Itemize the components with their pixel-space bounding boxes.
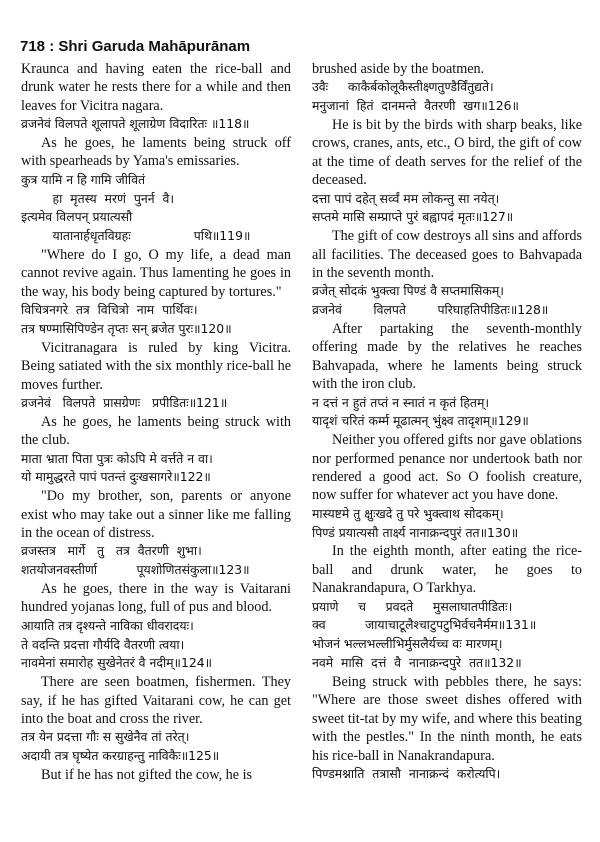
- sanskrit-verse-line: यो मामुद्धरते पापं पतन्तं दुःखसागरे॥122॥: [21, 469, 211, 485]
- sanskrit-verse-line: माता भ्राता पिता पुत्रः कोऽपि मे वर्त्तते न वा।: [21, 450, 213, 466]
- sanskrit-verse-line: पिण्डं प्रयात्यसौ तार्क्ष्य नानाक्रन्दपुरं तत॥130॥: [312, 524, 519, 540]
- english-paragraph: The gift of cow destroys all sins and affords all facilities. The deceased goes to Bahvapada in the seventh month.: [312, 228, 582, 282]
- english-paragraph: Being struck with pebbles there, he says: "Where are those sweet dishes offered with sweet tit-tat by my wife, and where this beating with the pestles." In the ninth month, he eats his rice-ball in Nanakrandapura.: [312, 673, 582, 764]
- english-paragraph: brushed aside by the boatmen.: [312, 61, 485, 77]
- english-paragraph: "Do my brother, son, parents or anyone exist who may take out a sinner like me falling in the ocean of distress.: [21, 488, 291, 542]
- sanskrit-verse-line: ते वदन्ति प्रदत्ता गौर्यदि वैतरणी त्वया।: [21, 636, 185, 652]
- sanskrit-verse-line: हा मृतस्य मरणं पुनर्न वै।: [21, 190, 175, 206]
- sanskrit-verse-line: न दत्तं न हुतं तप्तं न स्नातं न कृतं हितम्।: [312, 394, 490, 410]
- sanskrit-verse-line: मनुजानां हितं दानमन्ते वैतरणी खग॥126॥: [312, 98, 519, 114]
- sanskrit-verse-line: उवैः काकैर्बकोलूकैस्तीक्ष्णतुण्डैर्विंतुद्यते।: [312, 79, 494, 95]
- sanskrit-verse-line: दत्ता पापं दहेत् सर्व्वं मम लोकन्तु सा नयेत्।: [312, 190, 500, 206]
- sanskrit-verse-line: यादृशं चरितं कर्म्म मूढात्मन् भुंक्ष्व तादृशम्॥129॥: [312, 413, 529, 429]
- english-paragraph: But if he has not gifted the cow, he is: [41, 767, 253, 784]
- sanskrit-verse-line: नवमे मासि दत्तं वै नानाक्रन्दपुरे तत॥132॥: [312, 655, 522, 671]
- english-paragraph: Neither you offered gifts nor gave oblations nor performed penance nor undertook bath nor rendered a good act. So O foolish creature, now suffer for whatever act you have done.: [312, 432, 582, 504]
- page-header: 718 : Shri Garuda Mahāpurānam: [20, 38, 251, 55]
- sanskrit-verse-line: सप्तमे मासि सम्प्राप्ते पुरं बह्वापदं मृतः॥127॥: [312, 209, 514, 225]
- sanskrit-verse-line: नावमेनां समारोह सुखेनेतरं वै नदीम्॥124॥: [21, 655, 213, 671]
- sanskrit-verse-line: तत्र षण्मासिपिण्डेन तृप्तः सन् ब्रजेत पुरः॥120॥: [21, 321, 232, 337]
- sanskrit-verse-line: तत्र येन प्रदत्ता गौः स सुखेनैव तां तरेत्।: [21, 729, 190, 745]
- english-paragraph: Kraunca and having eaten the rice-ball and drunk water he rests there for a while and then leaves for Vicitra nagara.: [21, 61, 291, 114]
- english-paragraph: "Where do I go, O my life, a dead man cannot revive again. Thus lamenting he goes in the way, his body being captured by tortures.": [21, 247, 291, 300]
- right-column: [312, 60, 582, 784]
- english-paragraph: After partaking the seventh-monthly offering made by the relatives he reaches Bahvapada, where he laments being struck with the iron club.: [312, 321, 582, 393]
- sanskrit-verse-line: आयाति तत्र दृश्यन्ते नाविका धीवरादयः।: [21, 617, 194, 633]
- sanskrit-verse-line: प्रयाणे च प्रवदते मुसलाघातपीडितः।: [312, 598, 513, 614]
- sanskrit-verse-line: यातानार्हधृतविग्रहः पथि॥119॥: [21, 228, 251, 244]
- sanskrit-verse-line: कुत्र यामि न हि गामि जीवितं: [21, 171, 146, 187]
- sanskrit-verse-line: अदायी तत्र घृष्येत करग्राहन्तु नाविकैः॥125॥: [21, 748, 220, 764]
- sanskrit-verse-line: क्व जायाचाटूलैश्चाटुपटुभिर्वचनैर्मम॥131॥: [312, 617, 537, 633]
- english-paragraph: In the eighth month, after eating the rice-ball and drunk water, he goes to Nanakrandapura, O Tarkhya.: [312, 543, 582, 597]
- sanskrit-verse-line: पिण्डमश्नाति तत्रासौ नानाक्रन्दं करोत्यपि।: [312, 765, 501, 781]
- sanskrit-verse-line: व्रजनेवं विलपते परिघाहतिपीडितः॥128॥: [312, 302, 549, 318]
- sanskrit-verse-line: व्रजनेवं विलपते प्रासग्रेणः प्रपीडितः॥121॥: [21, 395, 228, 411]
- sanskrit-verse-line: व्रजेत् सोदकं भुक्त्वा पिण्डं वै सप्तमासिकम्।: [312, 283, 504, 299]
- english-paragraph: There are seen boatmen, fishermen. They say, if he has gifted Vaitarani cow, he can get into the boat and cross the river.: [21, 674, 291, 728]
- english-paragraph: As he goes, there in the way is Vaitarani hundred yojanas long, full of pus and blood.: [21, 581, 291, 616]
- english-paragraph: He is bit by the birds with sharp beaks, like crows, cranes, ants, etc., O bird, the gift of cow at the time of death serves for the relief of the deceased.: [312, 117, 582, 189]
- sanskrit-verse-line: विचित्रनगरे तत्र विचित्रो नाम पार्थिवः।: [21, 302, 198, 318]
- english-paragraph: As he goes, he laments being struck with the club.: [21, 413, 291, 449]
- english-paragraph: As he goes, he laments being struck off with spearheads by Yama's emissaries.: [21, 135, 291, 170]
- sanskrit-verse-line: इत्यमेव विलपन् प्रयात्यसौ: [21, 209, 133, 225]
- sanskrit-verse-line: शतयोजनवस्तीर्णा पूयशोणितसंकुला॥123॥: [21, 562, 250, 578]
- sanskrit-verse-line: व्रजनेवं विलपते शूलापते शूलाग्रेण विदारितः ॥118॥: [21, 116, 250, 132]
- english-paragraph: Vicitranagara is ruled by king Vicitra. Being satiated with the six monthly rice-ball he moves further.: [21, 339, 291, 393]
- sanskrit-verse-line: व्रजस्तत्र मार्गे तु तत्र वैतरणी शुभा।: [21, 543, 202, 559]
- sanskrit-verse-line: मास्यष्टमे तु क्षुःखदे तु परे भुक्त्वाथ सोदकम्।: [312, 505, 504, 521]
- left-column: [21, 60, 291, 784]
- sanskrit-verse-line: भोजनं भल्लभल्लीभिर्मुसलैर्यच्च वः मारणम्।: [312, 636, 503, 652]
